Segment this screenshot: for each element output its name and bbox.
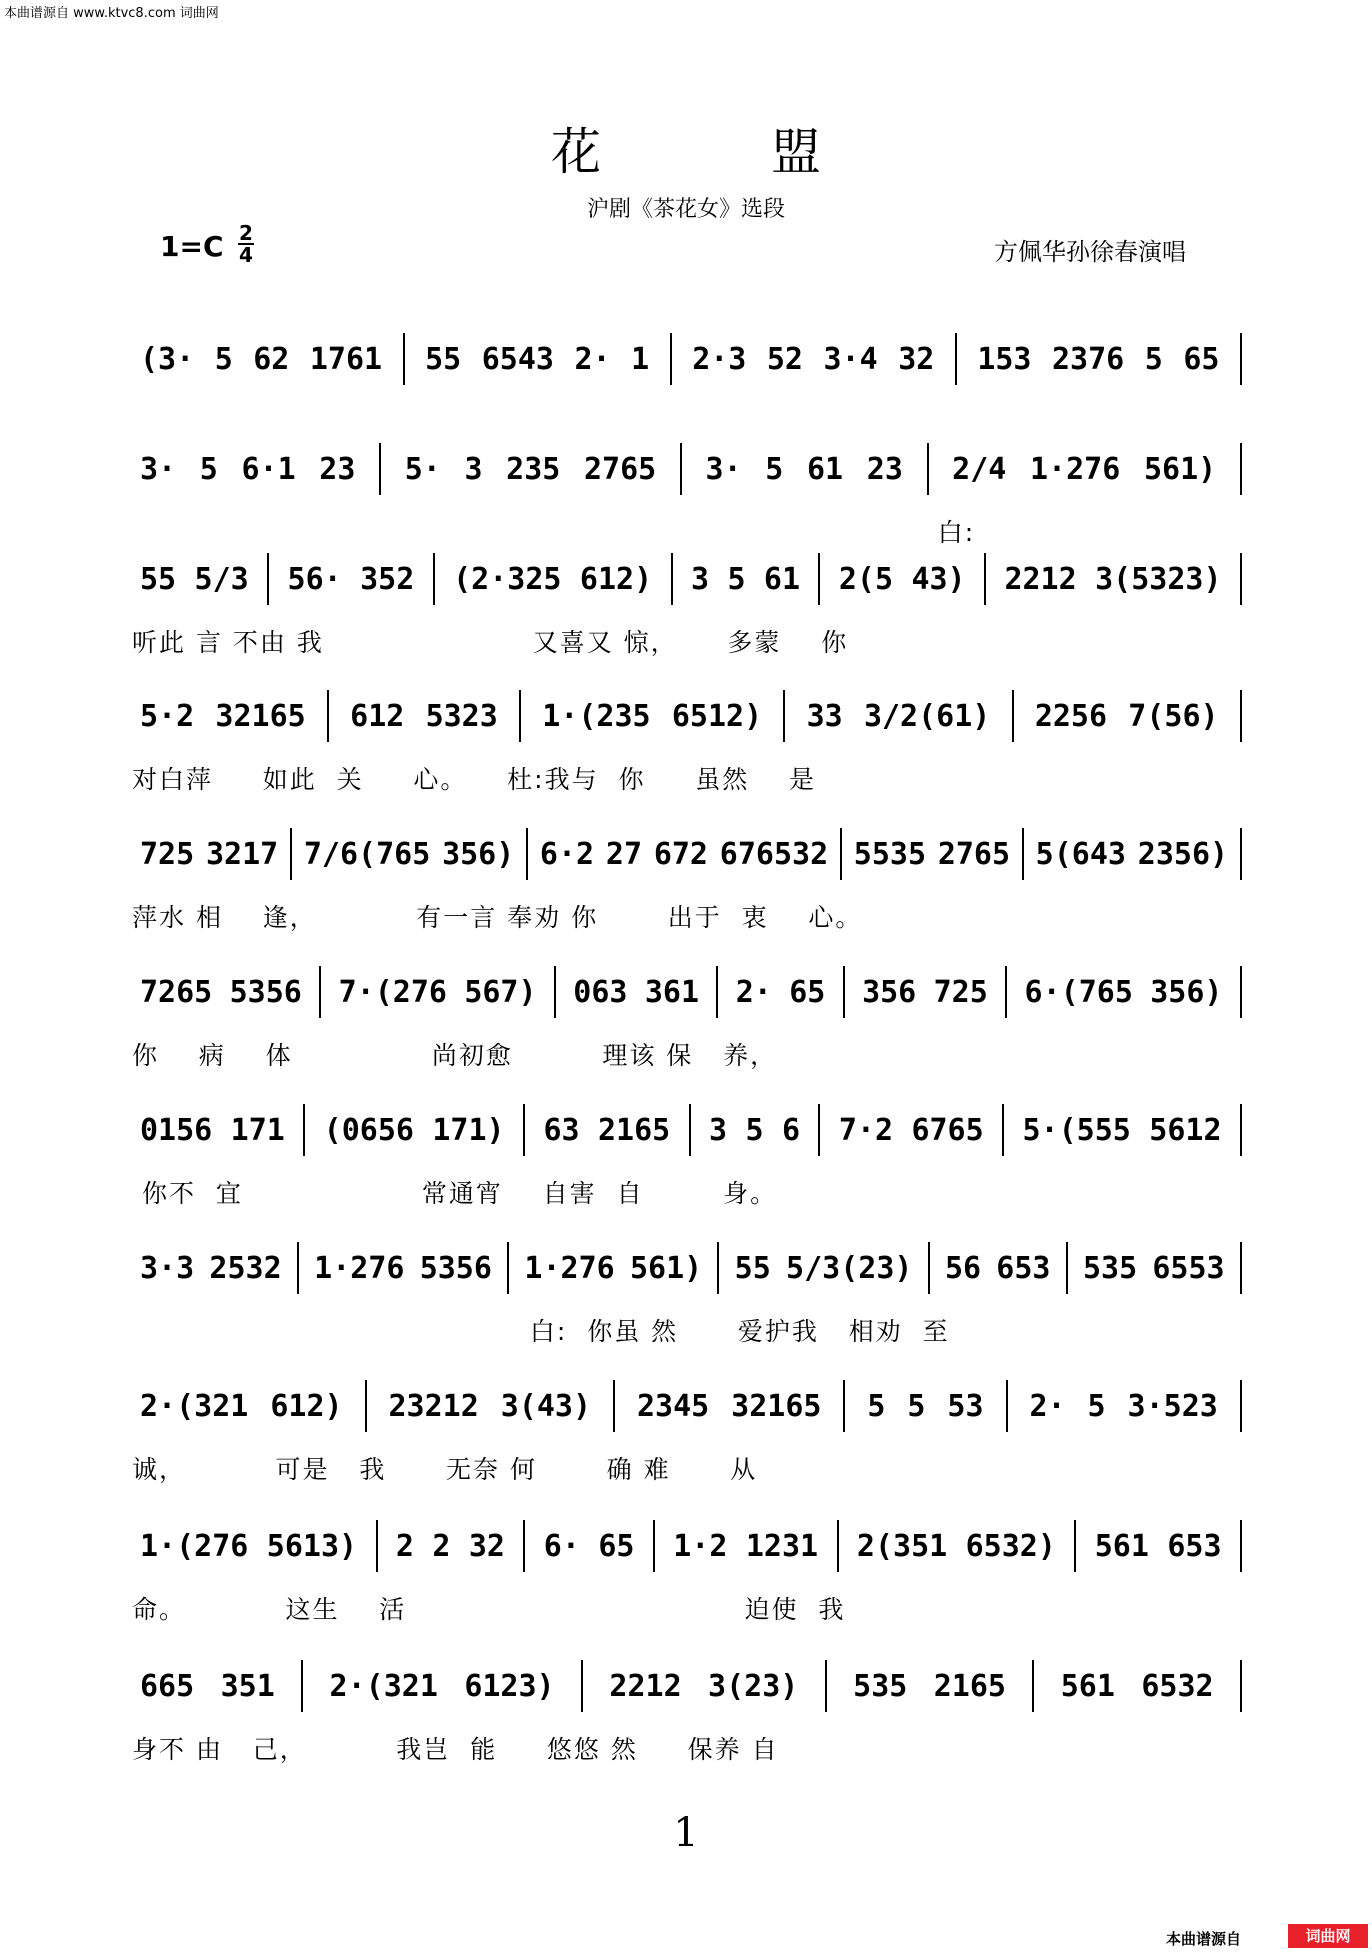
bar-line xyxy=(507,1242,509,1294)
bar-line xyxy=(783,690,785,742)
note-group: 5(643 xyxy=(1035,836,1126,872)
note-group: 27 xyxy=(605,836,643,872)
bar-line xyxy=(1240,553,1242,605)
note-group: 7·(276 xyxy=(338,974,447,1010)
bar-line xyxy=(653,1520,655,1572)
bar-line xyxy=(523,1104,525,1156)
bar-line xyxy=(818,1104,820,1156)
note-group: 356) xyxy=(1150,974,1223,1010)
note-group: 7·2 xyxy=(838,1112,894,1148)
note-group: 567) xyxy=(464,974,537,1010)
note-group: 6123) xyxy=(464,1668,555,1704)
note-group: 6532) xyxy=(965,1528,1056,1564)
bar-line xyxy=(837,1520,839,1572)
note-group: 52 xyxy=(766,341,803,377)
performer-credit: 方佩华孙徐春演唱 xyxy=(994,238,1186,266)
note-group: 7(56) xyxy=(1128,698,1219,734)
bar-line xyxy=(1240,690,1242,742)
note-group: 65 xyxy=(598,1528,635,1564)
bar-line xyxy=(1074,1520,1076,1572)
bar-line xyxy=(327,690,329,742)
note-group: 3 xyxy=(690,561,710,597)
score-row xyxy=(132,958,1250,1014)
note-group: 2· xyxy=(735,974,772,1010)
note-group: 5613) xyxy=(266,1528,358,1564)
bar-line xyxy=(1240,1660,1242,1712)
meter-top: 2 xyxy=(239,221,253,245)
note-group: 561) xyxy=(629,1250,703,1286)
score-row xyxy=(132,1096,1250,1152)
bar-line xyxy=(365,1380,367,1432)
note-group: 55 xyxy=(140,561,177,597)
note-group: 725 xyxy=(933,974,988,1010)
note-group: 063 xyxy=(573,974,628,1010)
note-group: 1 xyxy=(631,341,650,377)
note-group: 2256 xyxy=(1034,698,1108,734)
note-group: (2·325 xyxy=(453,561,562,597)
note-group: 5323 xyxy=(425,698,498,734)
note-group: 6532 xyxy=(1141,1668,1214,1704)
bar-line xyxy=(301,1660,303,1712)
time-signature xyxy=(236,223,256,265)
note-group: 1·276 xyxy=(314,1250,405,1286)
bar-line xyxy=(1002,1104,1004,1156)
note-group: 6512) xyxy=(671,698,763,734)
bar-line xyxy=(1240,1380,1242,1432)
note-group: 561 xyxy=(1060,1668,1115,1704)
note-group: 235 xyxy=(506,451,561,487)
bar-line xyxy=(955,333,957,385)
note-group: 672 xyxy=(653,836,708,872)
notes-line xyxy=(132,443,1250,495)
note-group: 5·(555 xyxy=(1022,1112,1131,1148)
footer-source: 本曲谱源自 xyxy=(1166,1930,1242,1948)
bar-line xyxy=(1032,1660,1034,1712)
note-group: 2· xyxy=(1029,1388,1066,1424)
score-row xyxy=(132,1234,1250,1290)
note-group: 5612 xyxy=(1149,1112,1222,1148)
note-group: 561) xyxy=(1143,451,1217,487)
note-group: 653 xyxy=(996,1250,1051,1286)
note-group: 352 xyxy=(360,561,415,597)
notes-line xyxy=(132,553,1250,605)
score-row xyxy=(132,682,1250,738)
bar-line xyxy=(717,1242,719,1294)
note-group: 3/2(61) xyxy=(863,698,991,734)
score-row xyxy=(132,1512,1250,1568)
note-group: 665 xyxy=(140,1668,195,1704)
bar-line xyxy=(680,443,682,495)
note-group: 56 xyxy=(944,1250,982,1286)
note-group: 171) xyxy=(432,1112,505,1148)
note-group: 171 xyxy=(230,1112,285,1148)
bar-line xyxy=(376,1520,378,1572)
lyric-line: 你 病 体 尚初愈 理该 保 养， xyxy=(132,1041,778,1070)
bar-line xyxy=(297,1242,299,1294)
note-group: 53 xyxy=(947,1388,984,1424)
note-group: 6 xyxy=(781,1112,801,1148)
bar-line xyxy=(1240,966,1242,1018)
bar-line xyxy=(818,553,820,605)
note-group: 62 xyxy=(253,341,290,377)
bar-line xyxy=(716,966,718,1018)
note-group: (0656 xyxy=(323,1112,414,1148)
bar-line xyxy=(1240,333,1242,385)
note-group: 2212 xyxy=(609,1668,682,1704)
score-row xyxy=(132,1652,1250,1708)
notes-line xyxy=(132,966,1250,1018)
note-group: 5 xyxy=(745,1112,764,1148)
note-group: 56· xyxy=(287,561,342,597)
note-group: 1·2 xyxy=(673,1528,728,1564)
note-group: 63 xyxy=(543,1112,580,1148)
note-group: 5356 xyxy=(229,974,302,1010)
notes-line xyxy=(132,1520,1250,1572)
bar-line xyxy=(670,333,672,385)
note-group: 612 xyxy=(350,698,405,734)
lyric-line: 听此 言 不由 我 又喜又 惊， 多蒙 你 xyxy=(132,628,849,657)
score-row xyxy=(132,325,1250,381)
note-group: 3·523 xyxy=(1127,1388,1218,1424)
note-group: 5 xyxy=(1087,1388,1106,1424)
note-group: 6· xyxy=(543,1528,580,1564)
note-group: 2(5 xyxy=(838,561,894,597)
note-group: 55 xyxy=(734,1250,771,1286)
note-group: 5/3(23) xyxy=(786,1250,913,1286)
note-group: 5/3 xyxy=(194,561,249,597)
bar-line xyxy=(1240,1242,1242,1294)
note-group: (3· xyxy=(140,341,195,377)
bar-line xyxy=(1240,1104,1242,1156)
note-group: 5 xyxy=(765,451,784,487)
score-row xyxy=(132,545,1250,601)
note-group: 65 xyxy=(789,974,826,1010)
bar-line xyxy=(1012,690,1014,742)
bar-line xyxy=(379,443,381,495)
lyric-line: 对白萍 如此 关 心。 杜:我与 你 虽然 是 xyxy=(132,765,816,794)
bar-line xyxy=(267,553,269,605)
note-group: 32 xyxy=(468,1528,505,1564)
lyric-line: 白: xyxy=(132,518,976,547)
bar-line xyxy=(554,966,556,1018)
note-group: 2356) xyxy=(1137,836,1229,872)
bar-line xyxy=(840,828,842,880)
note-group: 65 xyxy=(1183,341,1220,377)
note-group: 1231 xyxy=(745,1528,819,1564)
note-group: 23 xyxy=(866,451,903,487)
note-group: 5 xyxy=(214,341,233,377)
note-group: 3 xyxy=(709,1112,728,1148)
notes-line xyxy=(132,1660,1250,1712)
notes-line xyxy=(132,828,1250,880)
page-number: 1 xyxy=(673,1810,699,1856)
note-group: 2532 xyxy=(209,1250,282,1286)
lyric-line: 白: 你虽 然 爱护我 相劝 至 xyxy=(132,1317,950,1346)
note-group: 6·1 xyxy=(241,451,296,487)
note-group: 2165 xyxy=(597,1112,671,1148)
note-group: 33 xyxy=(806,698,843,734)
note-group: 153 xyxy=(977,341,1032,377)
notes-line xyxy=(132,333,1250,385)
note-group: 1·(235 xyxy=(542,698,651,734)
score-row xyxy=(132,1372,1250,1428)
note-group: 23212 xyxy=(388,1388,479,1424)
bar-line xyxy=(843,966,845,1018)
bar-line xyxy=(927,443,929,495)
note-group: 7/6(765 xyxy=(303,836,431,872)
note-group: 5 xyxy=(907,1388,926,1424)
note-group: 535 xyxy=(853,1668,908,1704)
meter-bottom: 4 xyxy=(239,243,253,267)
note-group: 2/4 xyxy=(952,451,1007,487)
score-row xyxy=(132,435,1250,491)
lyric-line: 你不 宜 常通宵 自害 自 身。 xyxy=(132,1179,778,1208)
bar-line xyxy=(984,553,986,605)
note-group: 2·3 xyxy=(692,341,747,377)
note-group: 2212 xyxy=(1004,561,1077,597)
bar-line xyxy=(689,1104,691,1156)
note-group: 2765 xyxy=(584,451,657,487)
note-group: 3·3 xyxy=(140,1250,195,1286)
bar-line xyxy=(843,1380,845,1432)
page-subtitle: 沪剧《茶花女》选段 xyxy=(586,197,785,222)
note-group: 3·4 xyxy=(823,341,878,377)
key-signature: 1=C xyxy=(160,230,224,263)
note-group: 612) xyxy=(579,561,653,597)
bar-line xyxy=(519,690,521,742)
source-header: 本曲谱源自 www.ktvc8.com 词曲网 xyxy=(4,6,219,21)
note-group: 2·(321 xyxy=(329,1668,438,1704)
notes-line xyxy=(132,1104,1250,1156)
notes-line xyxy=(132,690,1250,742)
bar-line xyxy=(613,1380,615,1432)
note-group: 3· xyxy=(140,451,177,487)
note-group: 2345 xyxy=(636,1388,710,1424)
note-group: 2 xyxy=(395,1528,414,1564)
note-group: 361 xyxy=(644,974,700,1010)
bar-line xyxy=(526,828,528,880)
bar-line xyxy=(1240,443,1242,495)
note-group: 23 xyxy=(319,451,356,487)
score-row xyxy=(132,820,1250,876)
note-group: 3(23) xyxy=(708,1668,799,1704)
note-group: 725 xyxy=(140,836,195,872)
note-group: 61 xyxy=(807,451,844,487)
bar-line xyxy=(581,1660,583,1712)
footer-logo: 词曲网 xyxy=(1288,1924,1368,1948)
note-group: 676532 xyxy=(719,836,829,872)
bar-line xyxy=(1005,966,1007,1018)
note-group: 3(43) xyxy=(500,1388,592,1424)
bar-line xyxy=(290,828,292,880)
note-group: 6·2 xyxy=(539,836,595,872)
notes-line xyxy=(132,1380,1250,1432)
bar-line xyxy=(825,1660,827,1712)
note-group: 356 xyxy=(862,974,917,1010)
note-group: 0156 xyxy=(140,1112,213,1148)
note-group: 3· xyxy=(705,451,742,487)
note-group: 1761 xyxy=(309,341,383,377)
bar-line xyxy=(928,1242,930,1294)
note-group: 1·(276 xyxy=(140,1528,249,1564)
page-title: 花盟 xyxy=(551,123,991,181)
notes-line xyxy=(132,1242,1250,1294)
bar-line xyxy=(403,333,405,385)
note-group: 5 xyxy=(1144,341,1163,377)
note-group: 55 xyxy=(425,341,462,377)
note-group: 1·276 xyxy=(524,1250,615,1286)
bar-line xyxy=(671,553,673,605)
bar-line xyxy=(523,1520,525,1572)
note-group: 5 xyxy=(727,561,746,597)
lyric-line: 诚， 可是 我 无奈 何 确 难 从 xyxy=(132,1455,758,1484)
note-group: 1·276 xyxy=(1030,451,1121,487)
lyric-line: 萍水 相 逢， 有一言 奉劝 你 出于 衷 心。 xyxy=(132,903,863,932)
note-group: 6553 xyxy=(1152,1250,1225,1286)
note-group: 2765 xyxy=(937,836,1011,872)
bar-line xyxy=(1066,1242,1068,1294)
bar-line xyxy=(1240,828,1242,880)
bar-line xyxy=(1006,1380,1008,1432)
note-group: 2·(321 xyxy=(140,1388,249,1424)
note-group: 356) xyxy=(442,836,515,872)
note-group: 32165 xyxy=(731,1388,822,1424)
note-group: 5535 xyxy=(853,836,927,872)
note-group: 2165 xyxy=(933,1668,1006,1704)
note-group: 32 xyxy=(898,341,935,377)
note-group: 2(351 xyxy=(856,1528,948,1564)
bar-line xyxy=(303,1104,305,1156)
note-group: 612) xyxy=(270,1388,343,1424)
note-group: 5 xyxy=(867,1388,886,1424)
note-group: 5·2 xyxy=(140,698,195,734)
note-group: 2 xyxy=(432,1528,451,1564)
note-group: 6·(765 xyxy=(1024,974,1133,1010)
note-group: 561 xyxy=(1094,1528,1149,1564)
note-group: 7265 xyxy=(140,974,213,1010)
note-group: 2· xyxy=(574,341,611,377)
bar-line xyxy=(433,553,435,605)
note-group: 43) xyxy=(911,561,966,597)
note-group: 653 xyxy=(1167,1528,1222,1564)
note-group: 6543 xyxy=(481,341,554,377)
note-group: 32165 xyxy=(215,698,306,734)
lyric-line: 命。 这生 活 迫使 我 xyxy=(132,1595,846,1624)
note-group: 3(5323) xyxy=(1095,561,1222,597)
note-group: 2376 xyxy=(1052,341,1125,377)
bar-line xyxy=(1240,1520,1242,1572)
note-group: 3217 xyxy=(205,836,279,872)
note-group: 5 xyxy=(199,451,218,487)
note-group: 5· xyxy=(404,451,441,487)
lyric-line: 身不 由 己， 我岂 能 悠悠 然 保养 自 xyxy=(132,1735,779,1764)
note-group: 6765 xyxy=(911,1112,984,1148)
note-group: 351 xyxy=(220,1668,275,1704)
note-group: 61 xyxy=(763,561,801,597)
note-group: 535 xyxy=(1082,1250,1138,1286)
bar-line xyxy=(319,966,321,1018)
note-group: 5356 xyxy=(419,1250,492,1286)
bar-line xyxy=(1022,828,1024,880)
note-group: 3 xyxy=(464,451,483,487)
